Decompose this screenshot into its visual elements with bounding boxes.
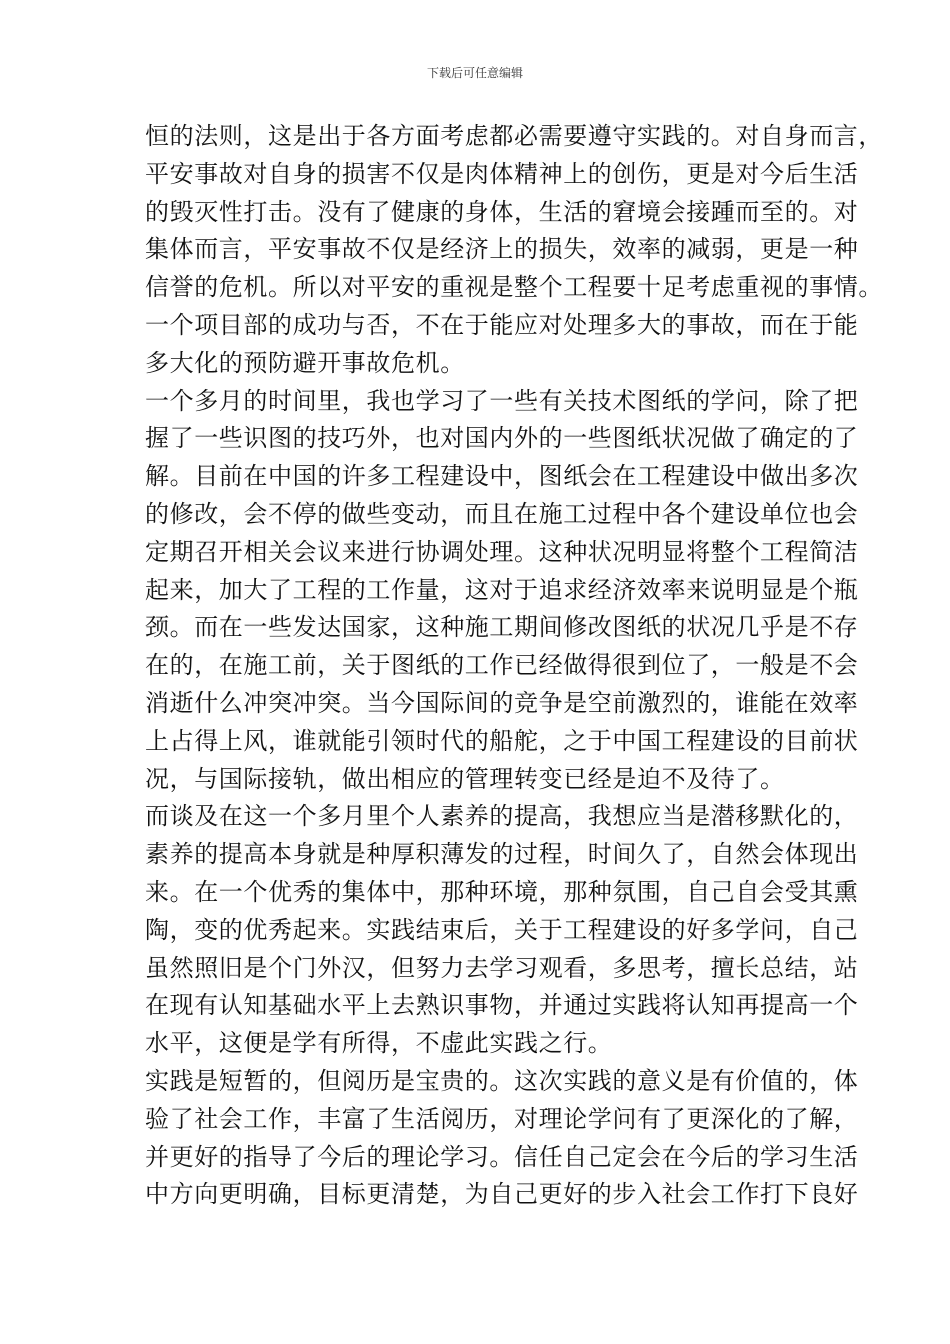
text-line: 中方向更明确，目标更清楚，为自己更好的步入社会工作打下良好 xyxy=(145,1180,859,1209)
text-line: 素养的提高本身就是种厚积薄发的过程，时间久了，自然会体现出 xyxy=(145,840,859,869)
text-line: 而谈及在这一个多月里个人素养的提高，我想应当是潜移默化的， xyxy=(145,802,859,831)
text-line: 握了一些识图的技巧外，也对国内外的一些图纸状况做了确定的了 xyxy=(145,424,859,453)
text-line: 在的，在施工前，关于图纸的工作已经做得很到位了，一般是不会 xyxy=(145,651,859,680)
text-line: 集体而言，平安事故不仅是经济上的损失，效率的减弱，更是一种 xyxy=(145,235,859,264)
text-line: 消逝什么冲突冲突。当今国际间的竞争是空前激烈的，谁能在效率 xyxy=(145,688,859,717)
text-line: 的毁灭性打击。没有了健康的身体，生活的窘境会接踵而至的。对 xyxy=(145,197,859,226)
text-line: 颈。而在一些发达国家，这种施工期间修改图纸的状况几乎是不存 xyxy=(145,613,859,642)
text-line: 并更好的指导了今后的理论学习。信任自己定会在今后的学习生活 xyxy=(145,1142,859,1171)
text-line: 虽然照旧是个门外汉，但努力去学习观看，多思考，擅长总结，站 xyxy=(145,953,859,982)
text-line: 一个项目部的成功与否，不在于能应对处理多大的事故，而在于能 xyxy=(145,310,859,339)
page-header: 下载后可任意编辑 xyxy=(426,66,523,80)
text-line: 来。在一个优秀的集体中，那种环境，那种氛围，自己自会受其熏 xyxy=(145,877,859,906)
text-line: 平安事故对自身的损害不仅是肉体精神上的创伤，更是对今后生活 xyxy=(145,159,859,188)
text-line: 实践是短暂的，但阅历是宝贵的。这次实践的意义是有价值的，体 xyxy=(145,1066,859,1095)
text-line: 解。目前在中国的许多工程建设中，图纸会在工程建设中做出多次 xyxy=(145,462,859,491)
text-line: 水平，这便是学有所得，不虚此实践之行。 xyxy=(145,1029,613,1058)
text-line: 多大化的预防避开事故危机。 xyxy=(145,348,465,377)
text-line: 定期召开相关会议来进行协调处理。这种状况明显将整个工程简洁 xyxy=(145,537,859,566)
text-line: 信誉的危机。所以对平安的重视是整个工程要十足考虑重视的事情。 xyxy=(145,273,883,302)
text-line: 在现有认知基础水平上去熟识事物，并通过实践将认知再提高一个 xyxy=(145,991,859,1020)
text-line: 起来，加大了工程的工作量，这对于追求经济效率来说明显是个瓶 xyxy=(145,575,859,604)
text-line: 一个多月的时间里，我也学习了一些有关技术图纸的学问，除了把 xyxy=(145,386,859,415)
text-line: 况，与国际接轨，做出相应的管理转变已经是迫不及待了。 xyxy=(145,764,785,793)
text-line: 恒的法则，这是出于各方面考虑都必需要遵守实践的。对自身而言， xyxy=(145,122,883,150)
document-body xyxy=(145,118,883,1214)
text-line: 的修改，会不停的做些变动，而且在施工过程中各个建设单位也会 xyxy=(145,499,859,528)
text-line: 陶，变的优秀起来。实践结束后，关于工程建设的好多学问，自己 xyxy=(145,915,859,944)
text-line: 上占得上风，谁就能引领时代的船舵，之于中国工程建设的目前状 xyxy=(145,726,859,755)
text-line: 验了社会工作，丰富了生活阅历，对理论学问有了更深化的了解， xyxy=(145,1104,859,1133)
